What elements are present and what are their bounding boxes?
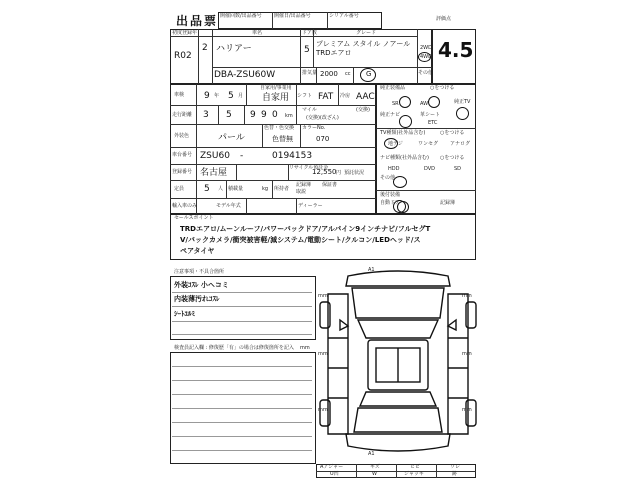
month-value: 2 — [202, 43, 208, 53]
use-note: 自家用/事業用 — [260, 85, 292, 91]
import-label: 輸入車のみ — [172, 203, 198, 209]
ac-value: AAC — [356, 92, 375, 102]
notes-label: 注意事項・不具合箇所 — [174, 269, 225, 275]
sheet-title: 出品票 — [176, 14, 219, 28]
sales-line-3: ペアタイヤ — [180, 247, 215, 255]
legend-header-1: Aアジャー — [320, 464, 344, 470]
chassis-label: 車台番号 — [172, 152, 193, 158]
name-label: 車名 — [252, 30, 263, 36]
use-value: 自家用 — [262, 93, 290, 103]
chassis-number: 0194153 — [272, 151, 313, 161]
mm-label-4: mm — [462, 351, 472, 357]
tv-analog: アナログ — [450, 141, 471, 147]
mm-label-6: mm — [462, 407, 472, 413]
drive-4wd-label: 4WD — [420, 54, 432, 60]
diagram-bottom-label: A1 — [368, 451, 375, 457]
recycle-deposit-label: 預託状況 — [344, 170, 365, 176]
repaint-value: 色替無 — [272, 135, 293, 143]
meter-label: マイル — [302, 107, 317, 113]
load-label: 積載量 — [228, 186, 244, 192]
navi-circle — [393, 176, 407, 188]
registration-label: 登録番号 — [172, 169, 193, 175]
year-label: 初度登録年 — [172, 30, 198, 36]
tv-type-note: ○をつける — [440, 130, 465, 136]
after-equip-label: 後付装備 — [380, 192, 401, 198]
drive-2wd-label: 2WD — [420, 45, 432, 51]
color-code-value: 070 — [316, 135, 330, 143]
capacity-unit: 人 — [218, 186, 224, 192]
fuel-selection-circle — [360, 68, 376, 82]
legend-header-3: ヒビ — [410, 464, 421, 470]
equip-circle-1 — [399, 96, 411, 108]
header-box-1-label: 開催回数/出品番号 — [220, 13, 262, 19]
recycle-unit: 円 — [336, 170, 342, 176]
navi-dvd: DVD — [424, 166, 436, 172]
cc-label: 排気量 — [302, 70, 318, 76]
capacity-label: 定員 — [174, 186, 185, 192]
cc-unit: cc — [345, 71, 351, 77]
tv-oneseg: ワンセグ — [418, 141, 439, 147]
model-year-label: モデル年式 — [216, 203, 241, 209]
legend-header-2: キズ — [370, 464, 380, 470]
mm-label-1: mm — [318, 293, 328, 299]
sales-line-1: TRDエアロ/ムーンルーフ/パワーバックドア/アルパイン9インチナビ/フルセグT — [180, 225, 431, 233]
inspector-note-label: 検査員記入欄 : 修復歴「有」の場合は修復箇所を記入 — [174, 345, 294, 351]
model-value: DBA-ZSU60W — [214, 70, 276, 80]
year-value: R02 — [174, 51, 192, 61]
navi-type-label: ナビ種類(社外品含む) — [380, 155, 429, 161]
legend-value-1: U凹 — [330, 471, 339, 477]
sales-points-label: セールスポイント — [174, 215, 214, 221]
header-box-3-label: シリアル番号 — [329, 13, 359, 19]
grade-col-label: グレード — [356, 30, 377, 36]
inspector-mm: mm — [300, 345, 310, 351]
navi-hdd: HDD — [388, 166, 400, 172]
tv-digital: 地デジ — [388, 141, 403, 147]
sales-line-2: V/バックカメラ/衝突被害軽/減システム/電動シート/クルコン/LEDヘッド/ス — [180, 236, 421, 244]
mm-label-2: mm — [462, 293, 472, 299]
doors-value: 5 — [304, 45, 310, 55]
equip-circle-4 — [399, 115, 412, 128]
recycle-label: リサイクル預託金 — [289, 165, 329, 171]
ac-label: 冷房 — [340, 93, 351, 99]
fuel-value: G — [366, 70, 372, 78]
legend-header-4: ワレ — [450, 464, 461, 470]
repaint-label: 色替・色交換 — [264, 125, 295, 131]
tv-type-label: TV種類(社外品含む) — [380, 130, 426, 136]
color-value: パール — [218, 133, 245, 143]
grade-name-value: プレミアム スタイル ノアール TRDエアロ — [316, 40, 411, 57]
chassis-prefix: ZSU60 — [200, 151, 230, 161]
mileage-digit-1: 3 — [203, 110, 209, 120]
mileage-label: 走行距離 — [172, 112, 193, 118]
doors-label: ドア数 — [302, 30, 317, 36]
inspection-label: 車検 — [174, 92, 185, 98]
mileage-unit: km — [285, 113, 293, 119]
car-damage-diagram — [318, 264, 478, 464]
equip-circle-2 — [428, 96, 440, 108]
header-box-2-label: 開催日/出品番号 — [274, 13, 311, 19]
grade-label: 評価点 — [436, 16, 452, 22]
inspection-month-unit: 月 — [238, 93, 244, 99]
equip-aw: AW — [420, 101, 429, 107]
diagram-top-label: A1 — [368, 267, 375, 273]
legend-value-3: ジャッキ — [404, 471, 424, 477]
owner-item-3: 保証書 — [322, 182, 338, 188]
mm-label-3: mm — [318, 351, 328, 357]
owner-item-2: 取説 — [296, 189, 307, 195]
color-code-label: カラーNo. — [302, 125, 326, 131]
equip-tv: 純正TV — [454, 99, 471, 105]
meter-note-2: (交換) — [356, 107, 370, 113]
equip-sr: SR — [392, 101, 399, 107]
meter-note: (交換)(改ざん) — [306, 115, 339, 121]
other-label: その他 — [418, 70, 434, 76]
navi-type-note: ○をつける — [440, 155, 465, 161]
color-label: 外装色 — [174, 133, 190, 139]
equip-etc: ETC — [428, 120, 438, 126]
cc-value: 2000 — [320, 70, 338, 78]
equip-circle-3 — [456, 107, 469, 120]
shift-value: FAT — [318, 92, 334, 102]
chassis-dash: - — [240, 151, 244, 161]
mileage-digit-3: 9 — [250, 110, 256, 120]
legend-value-4: 跡 — [452, 471, 458, 477]
dealer-label: ディーラー — [298, 203, 323, 209]
equip-other: その他 — [380, 175, 396, 181]
capacity-value: 5 — [204, 184, 210, 194]
mileage-digit-2: 5 — [226, 110, 232, 120]
equip-navi: 純正ナビ — [380, 112, 401, 118]
owner-item-1: 記録簿 — [296, 182, 312, 188]
mileage-digit-4: 9 — [261, 110, 267, 120]
note-line-2: 内装薄汚れｺｽﾚ — [174, 295, 220, 303]
equip-records: 記録簿 — [440, 200, 456, 206]
mm-label-5: mm — [318, 407, 328, 413]
equip-autodoor: 自動ドア — [380, 200, 400, 206]
grade-value: 4.5 — [438, 38, 474, 62]
load-unit: kg — [262, 186, 269, 192]
inspection-month: 5 — [228, 91, 234, 101]
inspection-year: 9 — [204, 91, 210, 101]
shift-label: シフト — [297, 93, 313, 99]
note-line-3: ｼｰﾄﾕﾙﾐ — [174, 310, 195, 318]
mileage-digit-5: 0 — [272, 110, 278, 120]
recycle-value: 12,550 — [312, 168, 337, 176]
spec-table — [170, 84, 376, 214]
inspection-year-unit: 年 — [214, 93, 220, 99]
after-circle-2 — [397, 201, 409, 213]
legend-value-2: W — [372, 471, 377, 477]
note-line-1: 外装ｺｽﾚ 小ヘコミ — [174, 281, 229, 289]
equip-leather: 革シート — [420, 112, 441, 118]
owner-label: 所持者 — [274, 186, 290, 192]
equipment-title: 純正装備品 — [380, 85, 406, 91]
equipment-note: ○をつける — [430, 85, 455, 91]
registration-value: 名古屋 — [200, 168, 228, 178]
tv-circle — [384, 138, 398, 149]
navi-sd: SD — [454, 166, 462, 172]
car-name-value: ハリアー — [216, 44, 252, 54]
